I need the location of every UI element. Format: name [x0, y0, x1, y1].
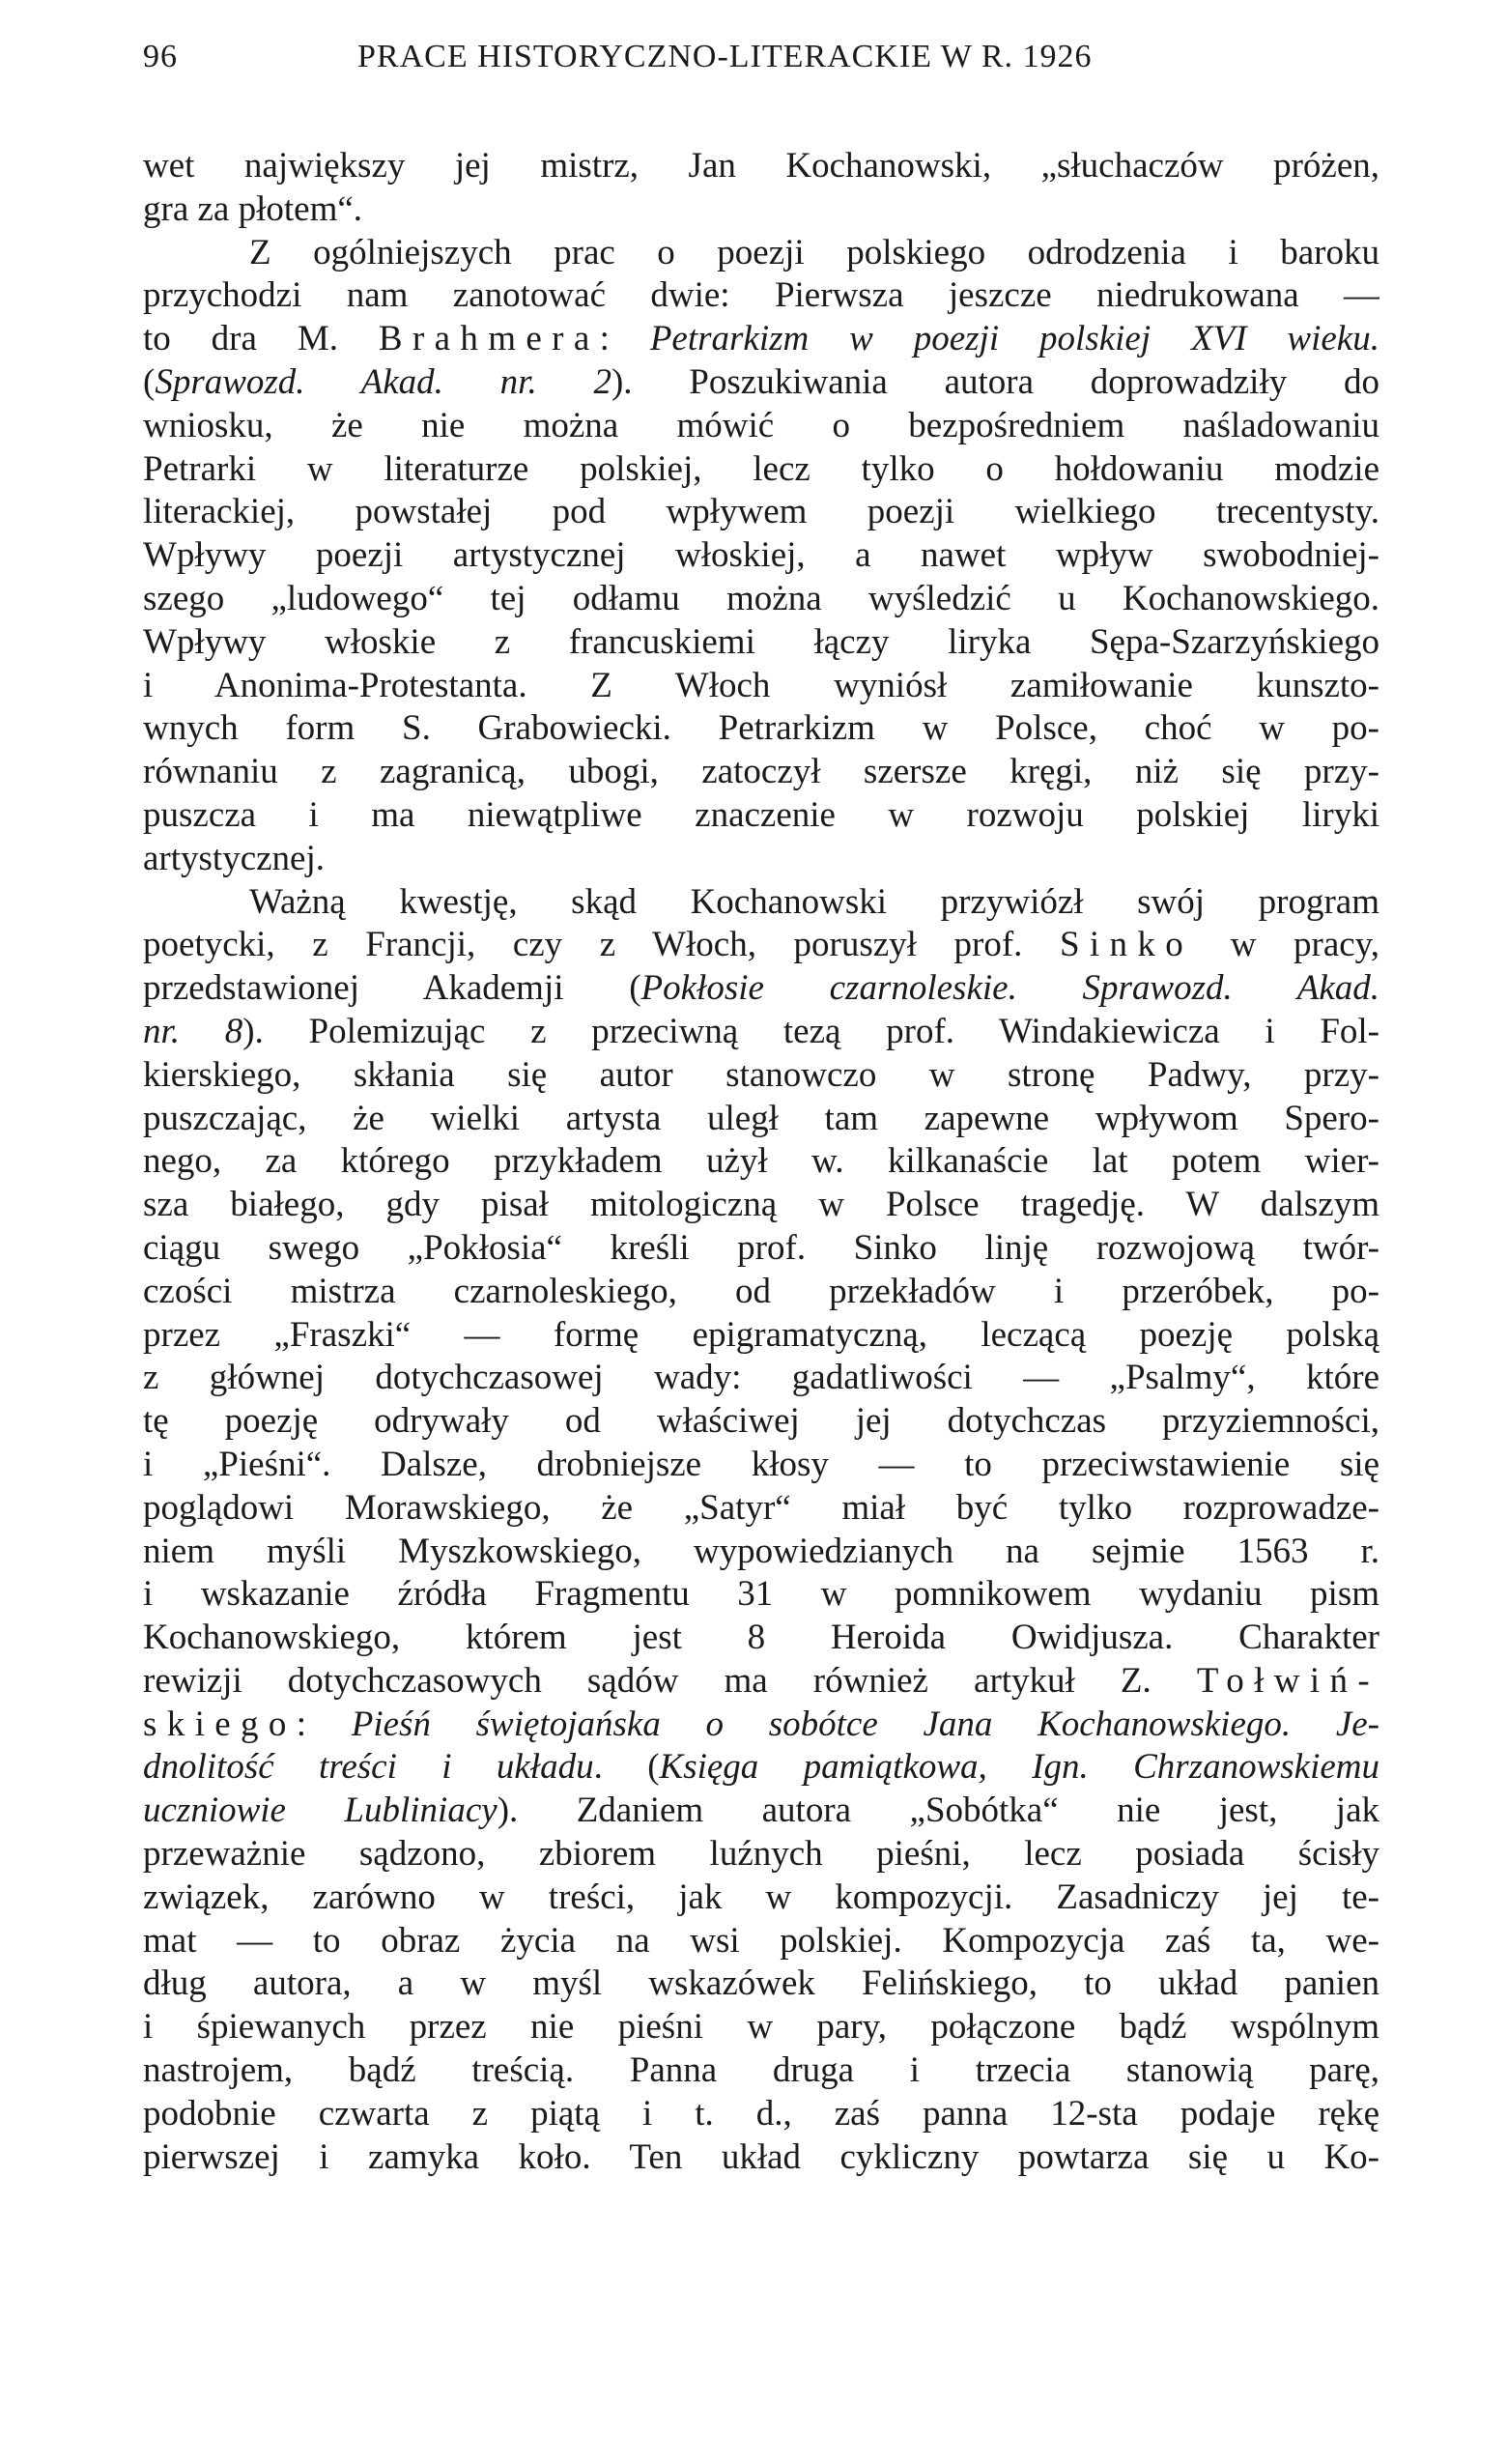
text-line-41: związek, zarówno w treści, jak w kompozycji. Zasadniczy jej te-: [143, 1877, 1379, 1917]
text-line-37: skiego: Pieśń świętojańska o sobótce Jana Kochanowskiego. Je-: [143, 1704, 1379, 1744]
text-line-17: artystycznej.: [143, 838, 325, 878]
text-line-11: szego „ludowego“ tej odłamu można wyśledzić u Kochanowskiego.: [143, 578, 1379, 618]
text-line-21: nr. 8). Polemizując z przeciwną tezą prof. Windakiewicza i Fol-: [143, 1011, 1379, 1051]
text-line-42: mat — to obraz życia na wsi polskiej. Kompozycja zaś ta, we-: [143, 1920, 1379, 1961]
text-line-23: puszczając, że wielki artysta uległ tam zapewne wpływom Spero-: [143, 1098, 1379, 1138]
text-line-8: Petrarki w literaturze polskiej, lecz tylko o hołdowaniu modzie: [143, 448, 1379, 489]
text-line-29: z głównej dotychczasowej wady: gadatliwości — „Psalmy“, które: [143, 1358, 1379, 1398]
text-line-34: i wskazanie źródła Fragmentu 31 w pomnikowem wydaniu pism: [143, 1574, 1379, 1615]
body-text: [143, 145, 1379, 2179]
text-line-43: dług autora, a w myśl wskazówek Felińskiego, to układ panien: [143, 1963, 1379, 2004]
text-line-45: nastrojem, bądź treścią. Panna druga i trzecia stanowią parę,: [143, 2050, 1379, 2091]
text-line-27: czości mistrza czarnoleskiego, od przekładów i przeróbek, po-: [143, 1271, 1379, 1311]
text-line-7: wniosku, że nie można mówić o bezpośredniem naśladowaniu: [143, 405, 1379, 445]
text-line-2: gra za płotem“.: [143, 188, 363, 229]
running-head: [143, 39, 1370, 81]
text-line-1: wet największy jej mistrz, Jan Kochanowski, „słuchaczów próżen,: [143, 146, 1379, 186]
text-line-30: tę poezję odrywały od właściwej jej dotychczas przyziemności,: [143, 1401, 1379, 1442]
text-line-22: kierskiego, skłania się autor stanowczo w stronę Padwy, przy-: [143, 1054, 1379, 1095]
text-line-19: poetycki, z Francji, czy z Włoch, poruszył prof. Sinko w pracy,: [143, 925, 1379, 965]
text-line-4: przychodzi nam zanotować dwie: Pierwsza jeszcze niedrukowana —: [143, 275, 1379, 316]
text-line-40: przeważnie sądzono, zbiorem luźnych pieśni, lecz posiada ścisły: [143, 1834, 1379, 1875]
text-line-20: przedstawionej Akademji (Pokłosie czarnoleskie. Sprawozd. Akad.: [143, 968, 1379, 1009]
text-line-10: Wpływy poezji artystycznej włoskiej, a nawet wpływ swobodniej-: [143, 535, 1379, 576]
text-line-18: Ważną kwestję, skąd Kochanowski przywiózł swój program: [249, 881, 1379, 922]
source-sprawozd: Sprawozd. Akad. nr. 2: [155, 361, 611, 402]
text-line-28: przez „Fraszki“ — formę epigramatyczną, leczącą poezję polską: [143, 1314, 1379, 1355]
text-line-32: poglądowi Morawskiego, że „Satyr“ miał być tylko rozprowadze-: [143, 1487, 1379, 1528]
text-line-24: nego, za którego przykładem użył w. kilkanaście lat potem wier-: [143, 1141, 1379, 1182]
title-petrarkizm: Petrarkizm w poezji polskiej XVI wieku.: [649, 319, 1379, 359]
text-line-46: podobnie czwarta z piątą i t. d., zaś panna 12-sta podaje rękę: [143, 2093, 1379, 2134]
text-line-31: i „Pieśni“. Dalsze, drobniejsze kłosy — to przeciwstawienie się: [143, 1444, 1379, 1484]
title-ksiega-pamiatkowa: Księga pamiątkowa, Ign. Chrzanowskiemu: [659, 1747, 1379, 1788]
text-line-9: literackiej, powstałej pod wpływem poezji wielkiego trecentysty.: [143, 492, 1379, 532]
text-line-3: Z ogólniejszych prac o poezji polskiego odrodzenia i baroku: [249, 232, 1379, 272]
text-line-39: uczniowie Lubliniacy). Zdaniem autora „Sobótka“ nie jest, jak: [143, 1791, 1379, 1831]
text-line-16: puszcza i ma niewątpliwe znaczenie w rozwoju polskiej liryki: [143, 794, 1379, 835]
text-line-35: Kochanowskiego, którem jest 8 Heroida Owidjusza. Charakter: [143, 1618, 1379, 1658]
text-line-12: Wpływy włoskie z francuskiemi łączy liryka Sępa-Szarzyńskiego: [143, 621, 1379, 662]
text-line-6: (Sprawozd. Akad. nr. 2). Poszukiwania autora doprowadziły do: [143, 361, 1379, 402]
text-line-25: sza białego, gdy pisał mitologiczną w Polsce tragedję. W dalszym: [143, 1185, 1379, 1225]
text-line-38: dnolitość treści i układu. (Księga pamiątkowa, Ign. Chrzanowskiemu: [143, 1747, 1379, 1788]
text-line-36: rewizji dotychczasowych sądów ma również artykuł Z. Tołwiń-: [143, 1660, 1379, 1701]
text-line-13: i Anonima-Protestanta. Z Włoch wyniósł zamiłowanie kunszto-: [143, 665, 1379, 705]
text-line-47: pierwszej i zamyka koło. Ten układ cykliczny powtarza się u Ko-: [143, 2136, 1379, 2177]
title-piesn-swietojanska: Pieśń świętojańska o sobótce Jana Kochanowskiego. Je-: [351, 1704, 1379, 1744]
title-poklosie: Pokłosie czarnoleskie. Sprawozd. Akad.: [640, 968, 1379, 1009]
author-name-tolwinski: Tołwiń-: [1196, 1660, 1379, 1701]
author-name-sinko: Sinko: [1059, 925, 1194, 965]
page-number: 96: [143, 39, 178, 74]
text-line-44: i śpiewanych przez nie pieśni w pary, połączone bądź wspólnym: [143, 2007, 1379, 2048]
text-line-33: niem myśli Myszkowskiego, wypowiedzianych na sejmie 1563 r.: [143, 1531, 1379, 1571]
running-title: PRACE HISTORYCZNO-LITERACKIE W R. 1926: [357, 39, 1093, 74]
text-line-26: ciągu swego „Pokłosia“ kreśli prof. Sinko linję rozwojową twór-: [143, 1227, 1379, 1268]
text-line-14: wnych form S. Grabowiecki. Petrarkizm w Polsce, choć w po-: [143, 708, 1379, 749]
text-line-15: równaniu z zagranicą, ubogi, zatoczył szersze kręgi, niż się przy-: [143, 752, 1379, 792]
text-line-5: to dra M. Brahmera: Petrarkizm w poezji polskiej XVI wieku.: [143, 319, 1379, 359]
author-name-brahmer: Brahmera: [378, 319, 600, 359]
